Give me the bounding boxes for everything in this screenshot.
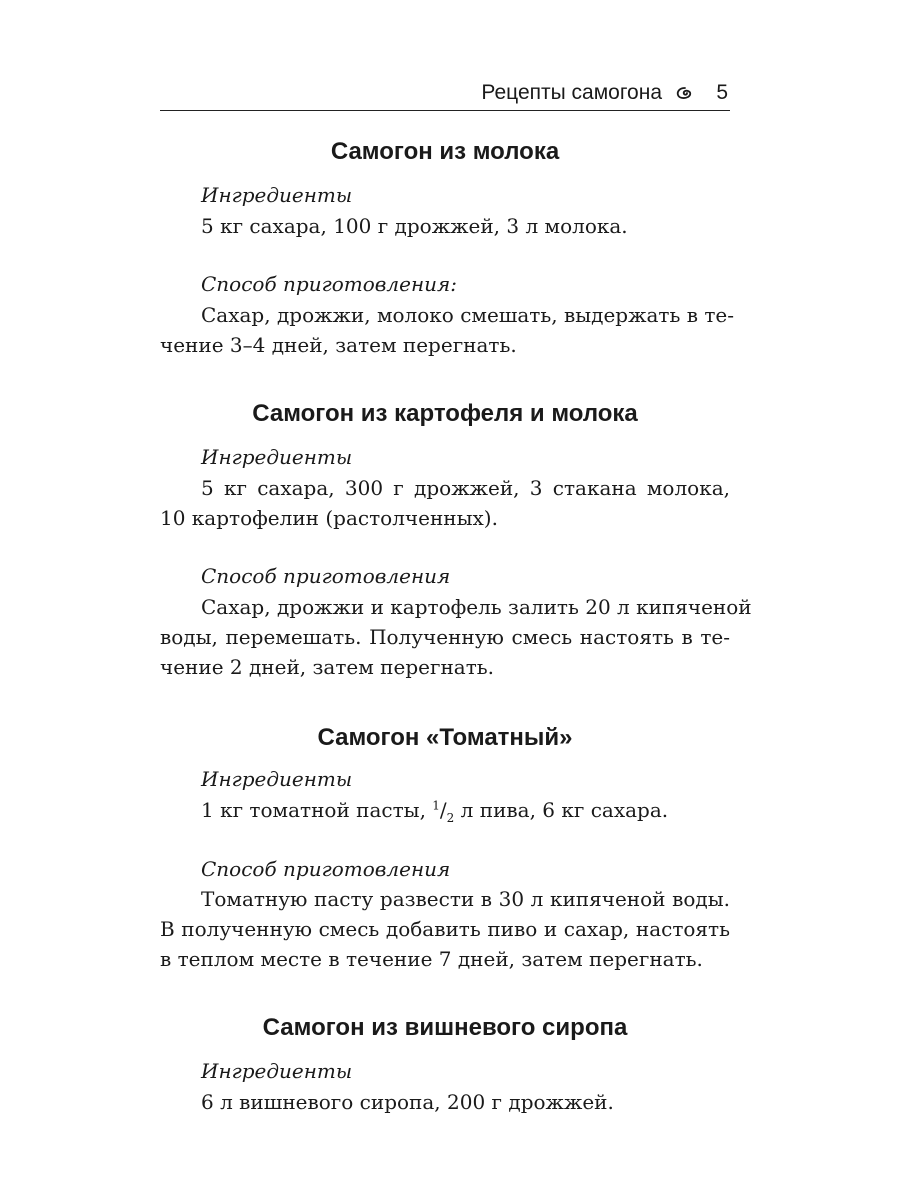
text-line: Томатную пасту развести в 30 л кипяченой воды. [201,887,730,911]
text-line: в теплом месте в течение 7 дней, затем перегнать. [160,947,703,971]
fraction-denominator: 2 [446,811,455,825]
method-text [160,300,735,360]
recipe-title: Самогон из молока [330,138,560,165]
method-label: Способ приготовления: [201,272,457,296]
swirl-ornament-icon [676,86,694,100]
running-header [160,78,730,111]
ingredients-text [160,795,730,825]
text-line: воды, перемешать. Полученную смесь настоять в те- [160,625,730,649]
method-label: Способ приготовления [201,857,451,881]
half-fraction [432,798,455,825]
recipe-title: Самогон из вишневого сиропа [262,1014,628,1041]
text-line: чение 3–4 дней, затем перегнать. [160,333,517,357]
text-line: 5 кг сахара, 100 г дрожжей, 3 л молока. [201,214,628,238]
fraction-slash: / [439,798,447,822]
text-line: чение 2 дней, затем перегнать. [160,655,495,679]
recipe-title: Самогон из картофеля и молока [252,400,638,427]
page-number: 5 [716,81,728,104]
method-label: Способ приготовления [201,564,451,588]
ingredients-label: Ингредиенты [201,183,353,207]
text-line [160,795,730,825]
recipe-title: Самогон «Томатный» [317,724,573,751]
fraction-numerator: 1 [432,798,440,813]
method-text [160,592,752,682]
text-line: Сахар, дрожжи и картофель залить 20 л кипяченой [201,595,752,619]
ingredients-text [160,1087,730,1117]
text-line: 5 кг сахара, 300 г дрожжей, 3 стакана молока, [201,476,730,500]
ingredients-suffix: л пива, 6 кг сахара. [460,798,669,822]
text-line: 10 картофелин (растолченных). [160,506,498,530]
text-line: 6 л вишневого сиропа, 200 г дрожжей. [201,1090,614,1114]
running-header-title: Рецепты самогона [481,81,662,104]
text-line: В полученную смесь добавить пиво и сахар, настоять [160,917,730,941]
ingredients-text [160,211,730,241]
text-line: Сахар, дрожжи, молоко смешать, выдержать в те- [201,303,735,327]
ingredients-label: Ингредиенты [201,445,353,469]
ingredients-label: Ингредиенты [201,767,353,791]
ingredients-prefix: 1 кг томатной пасты, [201,798,426,822]
ingredients-text [160,473,730,533]
method-text [160,884,730,974]
ingredients-label: Ингредиенты [201,1059,353,1083]
